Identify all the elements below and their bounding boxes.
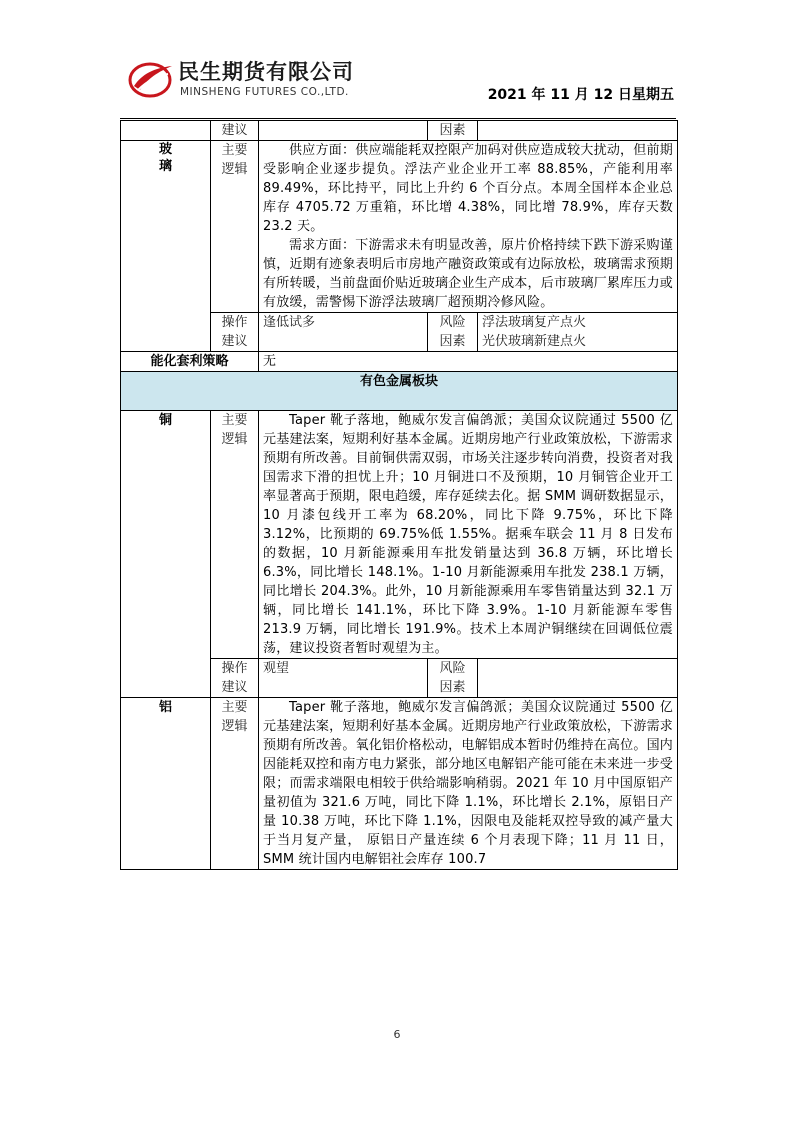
aluminum-logic-text	[259, 698, 678, 870]
empty-cell	[478, 121, 678, 141]
glass-logic-text	[259, 141, 678, 313]
risk-list	[478, 313, 678, 352]
logic-label-text: 主要逻辑	[221, 143, 248, 177]
op-label	[211, 313, 259, 352]
risk-item: 浮法玻璃复产点火	[482, 315, 587, 330]
table-row	[121, 372, 678, 411]
report-date: 2021 年 11 月 12 日星期五	[487, 87, 674, 103]
table-row	[121, 352, 678, 372]
table-row	[121, 698, 678, 870]
commodity-name: 玻璃	[158, 142, 172, 174]
op-value: 观望	[259, 659, 428, 698]
table-row	[121, 121, 678, 141]
op-label-text: 操作建议	[221, 315, 248, 349]
table-row	[121, 141, 678, 313]
commodity-name-copper: 铜	[121, 411, 211, 698]
risk-list	[478, 659, 678, 698]
strategy-table	[120, 120, 678, 870]
logic-label	[211, 141, 259, 313]
paragraph: Taper 靴子落地，鲍威尔发言偏鸽派；美国众议院通过 5500 亿元基建法案，短期利好基本金属。近期房地产行业政策放松，下游需求预期有所改善。氧化铝价格松动，电解铝成本暂时仍维持在高位。国内因能耗双控和南方电力紧张，部分地区电解铝产能可能在未来进一步受限；而需求端限电相较于供给端影响稍弱。2021 年 10 月中国原铝产量初值为 321.6 万吨，同比下降 1.1%，环比增长 2.1%，原铝日产量 10.38 万吨，环比下降 1.1%，因限电及能耗双控导致的减产量大于当月复产量， 原铝日产量连续 6 个月表现下降；11 月 11 日，SMM 统计国内电解铝社会库存 100.7	[263, 700, 673, 867]
risk-label-text: 风险因素	[439, 661, 466, 695]
op-label-continued: 建议	[211, 121, 259, 141]
risk-label-continued: 因素	[428, 121, 478, 141]
risk-label	[428, 659, 478, 698]
op-label-text: 操作建议	[221, 661, 248, 695]
logic-label-text: 主要逻辑	[221, 700, 248, 734]
page-number: 6	[393, 1028, 401, 1041]
risk-label	[428, 313, 478, 352]
arb-strategy-value: 无	[259, 352, 678, 372]
risk-label-text: 风险因素	[439, 315, 466, 349]
empty-cell	[121, 121, 211, 141]
logic-label	[211, 411, 259, 659]
header-rule	[120, 118, 676, 119]
logic-label	[211, 698, 259, 870]
table-row	[121, 411, 678, 659]
minsheng-logo-icon	[128, 60, 174, 98]
op-label	[211, 659, 259, 698]
commodity-name-glass	[121, 141, 211, 352]
paragraph: 需求方面：下游需求未有明显改善，原片价格持续下跌下游采购谨慎，近期有迹象表明后市房地产融资政策或有边际放松，玻璃需求预期有所转暖，当前盘面价贴近玻璃企业生产成本，后市玻璃厂累库压力或有放缓，需警惕下游浮法玻璃厂超预期冷修风险。	[263, 238, 673, 310]
page-header	[120, 52, 680, 110]
risk-item: 光伏玻璃新建点火	[482, 334, 587, 349]
company-name-cn: 民生期货有限公司	[178, 60, 354, 84]
arb-strategy-label: 能化套利策略	[121, 352, 259, 372]
op-value: 逢低试多	[259, 313, 428, 352]
paragraph: Taper 靴子落地，鲍威尔发言偏鸽派；美国众议院通过 5500 亿元基建法案，短期利好基本金属。近期房地产行业政策放松，下游需求预期有所改善。目前铜供需双弱，市场关注逐步转向消费，投资者对我国需求下滑的担忧上升；10 月铜进口不及预期，10 月铜管企业开工率显著高于预期，限电趋缓，库存延续去化。据 SMM 调研数据显示，10 月漆包线开工率为 68.20%，同比下降 9.75%，环比下降 3.12%，比预期的 69.75%低 1.55%。据乘车联会 11 月 8 日发布的数据，10 月新能源乘用车批发销量达到 36.8 万辆，环比增长 6.3%，同比增长 148.1%。1-10 月新能源乘用车批发 238.1 万辆，同比增长 204.3%。此外，10 月新能源乘用车零售销量达到 32.1 万辆，同比增长 141.1%，环比下降 3.9%。1-10 月新能源车零售 213.9 万辆，同比增长 191.9%。技术上本周沪铜继续在回调低位震荡，建议投资者暂时观望为主。	[263, 413, 673, 656]
company-name-en: MINSHENG FUTURES CO.,LTD.	[180, 86, 349, 98]
paragraph: 供应方面：供应端能耗双控限产加码对供应造成较大扰动，但前期受影响企业逐步提负。浮法产业企业开工率 88.85%，产能利用率 89.49%，环比持平，同比上升约 6 个百分点。本周全国样本企业总库存 4705.72 万重箱，环比增 4.38%，同比增 78.9%，库存天数 23.2 天。	[263, 143, 673, 234]
copper-logic-text	[259, 411, 678, 659]
logic-label-text: 主要逻辑	[221, 413, 248, 447]
commodity-name-aluminum: 铝	[121, 698, 211, 870]
section-title: 有色金属板块	[121, 372, 678, 411]
empty-cell	[259, 121, 428, 141]
